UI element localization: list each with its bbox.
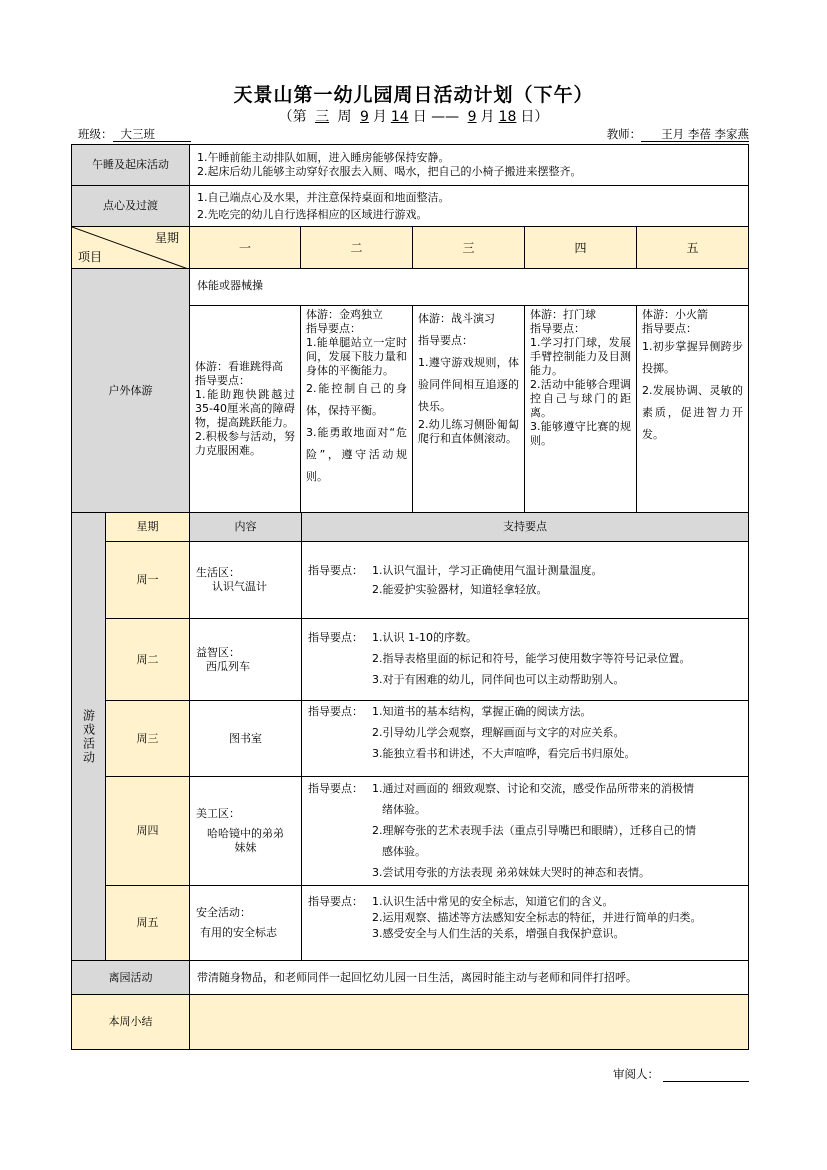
end-month: 9: [467, 109, 477, 125]
outdoor-day-2: [300, 305, 413, 513]
guide-point: 1.通过对画面的 细致观察、讨论和交流，感受作品所带来的消极情: [372, 782, 694, 795]
snack-line: 1.自己端点心及水果，并注意保持桌面和地面整洁。: [197, 191, 450, 204]
subtitle-prefix: （第: [278, 109, 307, 125]
guide-label: 指导要点：: [308, 895, 363, 908]
weekday-2: 二: [300, 226, 413, 269]
teacher-info: [607, 126, 749, 142]
outdoor-line: 体游：金鸡独立: [306, 308, 383, 321]
corner-item: 项目: [78, 250, 103, 264]
guide-label: 指导要点：: [308, 564, 363, 577]
leaving-label: 离园活动: [71, 960, 190, 995]
corner-weekday: 星期: [154, 231, 179, 245]
nap-content: [189, 144, 749, 186]
outdoor-line: 2.幼儿练习侧卧匍匐爬行和直体侧滚动。: [418, 418, 519, 445]
game-content: [189, 885, 302, 961]
game-title: 西瓜列车: [206, 659, 250, 673]
outdoor-line: 体游：小火箭: [642, 308, 708, 321]
game-area: 益智区：: [196, 645, 240, 659]
outdoor-line: 指导要点：: [418, 334, 473, 347]
teacher-label: 教师：: [606, 127, 642, 141]
outdoor-line: 1.初步掌握异侧跨步投掷。: [642, 340, 743, 375]
guide-point: 3.能独立看书和讲述，不大声喧哗，看完后书归原处。: [372, 747, 636, 760]
weekday-4: 四: [524, 226, 637, 269]
outdoor-line: 体游：看谁跳得高: [195, 360, 283, 373]
start-month: 9: [359, 109, 369, 125]
game-area: 安全活动：: [196, 906, 251, 919]
outdoor-day-3: [412, 305, 525, 513]
guide-point: 3.尝试用夸张的方法表现 弟弟妹妹大哭时的神态和表情。: [372, 866, 650, 879]
guide-point: 3.感受安全与人们生活的关系，增强自我保护意识。: [372, 927, 625, 940]
range-separator: ——: [431, 109, 460, 125]
guide-point: 绪体验。: [382, 803, 426, 816]
games-col-support: 支持要点: [301, 512, 749, 542]
game-day: 周二: [105, 618, 190, 701]
game-day: 周五: [105, 885, 190, 961]
start-month-label: 月: [372, 109, 387, 125]
outdoor-day-1: [189, 305, 301, 513]
games-col-content: 内容: [189, 512, 302, 542]
guide-point: 1.认识气温计，学习正确使用气温计测量温度。: [372, 564, 603, 577]
game-title: 认识气温计: [212, 580, 267, 593]
outdoor-line: 2.发展协调、灵敏的素质，促进智力开发。: [642, 384, 743, 441]
game-title: 哈哈镜中的弟弟妹妹: [207, 827, 284, 854]
outdoor-day-5: [636, 305, 749, 513]
guide-point: 1.知道书的基本结构，掌握正确的阅读方法。: [372, 705, 592, 718]
outdoor-label: 户外体游: [71, 268, 190, 513]
guide-point: 1.认识 1-10的序数。: [372, 631, 477, 644]
leaving-content: 带清随身物品，和老师同伴一起回忆幼儿园一日生活，离园时能主动与老师和同伴打招呼。: [189, 960, 749, 995]
outdoor-exercise: 体能或器械操: [189, 268, 749, 306]
weekday-1: 一: [189, 226, 301, 269]
game-points: [301, 885, 749, 961]
guide-label: 指导要点：: [308, 782, 363, 795]
outdoor-line: 指导要点：: [642, 322, 697, 335]
outdoor-line: 指导要点：: [530, 322, 585, 335]
page-title: 天景山第一幼儿园周日活动计划（下午）: [233, 84, 594, 106]
outdoor-line: 3.能勇敢地面对“危险”，遵守活动规则。: [306, 426, 407, 483]
reviewer-label: 审阅人：: [613, 1067, 659, 1081]
outdoor-line: 2.能控制自己的身体，保持平衡。: [306, 382, 407, 417]
snack-content: [189, 185, 749, 227]
nap-line: 2.起床后幼儿能够主动穿好衣服去入厕、喝水，把自己的小椅子搬进来摆整齐。: [197, 165, 582, 178]
outdoor-line: 指导要点：: [195, 374, 250, 387]
outdoor-line: 指导要点：: [306, 322, 361, 335]
game-points: [301, 776, 749, 886]
outdoor-line: 1.能助跑快跳越过 35-40厘米高的障碍物，提高跳跃能力。: [195, 388, 295, 429]
games-label: 游戏活动: [71, 512, 106, 961]
reviewer-signature-line[interactable]: [663, 1069, 749, 1082]
guide-label: 指导要点：: [308, 631, 363, 644]
summary-label: 本周小结: [71, 994, 190, 1050]
guide-label: 指导要点：: [308, 705, 363, 718]
outdoor-line: 2.活动中能够合理调控自己与球门的距离。: [530, 378, 631, 419]
games-col-day: 星期: [105, 512, 190, 542]
guide-point: 1.认识生活中常见的安全标志，知道它们的含义。: [372, 895, 614, 908]
game-day: 周一: [105, 541, 190, 619]
class-value: 大三班: [113, 127, 191, 142]
game-content: [189, 776, 302, 886]
outdoor-line: 2.积极参与活动，努力克服困难。: [195, 430, 295, 457]
guide-point: 2.理解夸张的艺术表现手法（重点引导嘴巴和眼睛），迁移自己的情: [372, 824, 696, 837]
class-label: 班级：: [78, 127, 113, 141]
guide-point: 3.对于有困难的幼儿，同伴间也可以主动帮助别人。: [372, 673, 625, 686]
nap-label: 午睡及起床活动: [71, 144, 190, 186]
game-area: 生活区：: [196, 566, 240, 579]
teacher-value: 王月 李蓓 李家燕: [641, 127, 749, 142]
outdoor-line: 3.能够遵守比赛的规则。: [530, 420, 631, 447]
start-day-label: 日: [412, 109, 427, 125]
snack-line: 2.先吃完的幼儿自行选择相应的区域进行游戏。: [197, 208, 428, 221]
game-points: [301, 618, 749, 701]
outdoor-line: 1.遵守游戏规则，体验同伴间相互追逐的快乐。: [418, 356, 519, 413]
guide-point: 2.引导幼儿学会观察，理解画面与文字的对应关系。: [372, 726, 625, 739]
outdoor-line: 1.学习打门球，发展手臂控制能力及目测能力。: [530, 336, 631, 377]
summary-input[interactable]: [189, 994, 749, 1050]
date-range: [0, 106, 827, 126]
game-points: [301, 541, 749, 619]
game-day: 周四: [105, 776, 190, 886]
outdoor-line: 体游：打门球: [530, 308, 596, 321]
guide-point: 感体验。: [382, 845, 426, 858]
outdoor-line: 1.能单腿站立一定时间，发展下肢力量和身体的平衡能力。: [306, 336, 407, 377]
start-day: 14: [390, 109, 409, 125]
nap-line: 1.午睡前能主动排队如厕，进入睡房能够保持安静。: [197, 151, 450, 164]
game-title: 图书室: [229, 731, 262, 745]
week-number: 三: [315, 109, 330, 125]
snack-label: 点心及过渡: [71, 185, 190, 227]
end-month-label: 月: [480, 109, 495, 125]
weekday-3: 三: [412, 226, 525, 269]
weekday-5: 五: [636, 226, 749, 269]
game-content: [189, 700, 302, 777]
class-info: [78, 126, 191, 142]
outdoor-day-4: [524, 305, 637, 513]
game-content: [189, 618, 302, 701]
game-title: 有用的安全标志: [200, 926, 277, 939]
game-area: 美工区：: [196, 807, 240, 820]
game-content: [189, 541, 302, 619]
subtitle-suffix: 日）: [520, 109, 549, 125]
guide-point: 2.能爱护实验器材，知道轻拿轻放。: [372, 583, 548, 596]
outdoor-line: 体游：战斗演习: [418, 312, 495, 325]
game-points: [301, 700, 749, 777]
week-label: 周: [337, 109, 352, 125]
corner-header: [71, 226, 190, 269]
guide-point: 2.运用观察、描述等方法感知安全标志的特征，并进行简单的归类。: [372, 911, 702, 924]
end-day: 18: [498, 109, 517, 125]
reviewer-field: [613, 1066, 749, 1082]
guide-point: 2.指导表格里面的标记和符号，能学习使用数字等符号记录位置。: [372, 652, 691, 665]
game-day: 周三: [105, 700, 190, 777]
